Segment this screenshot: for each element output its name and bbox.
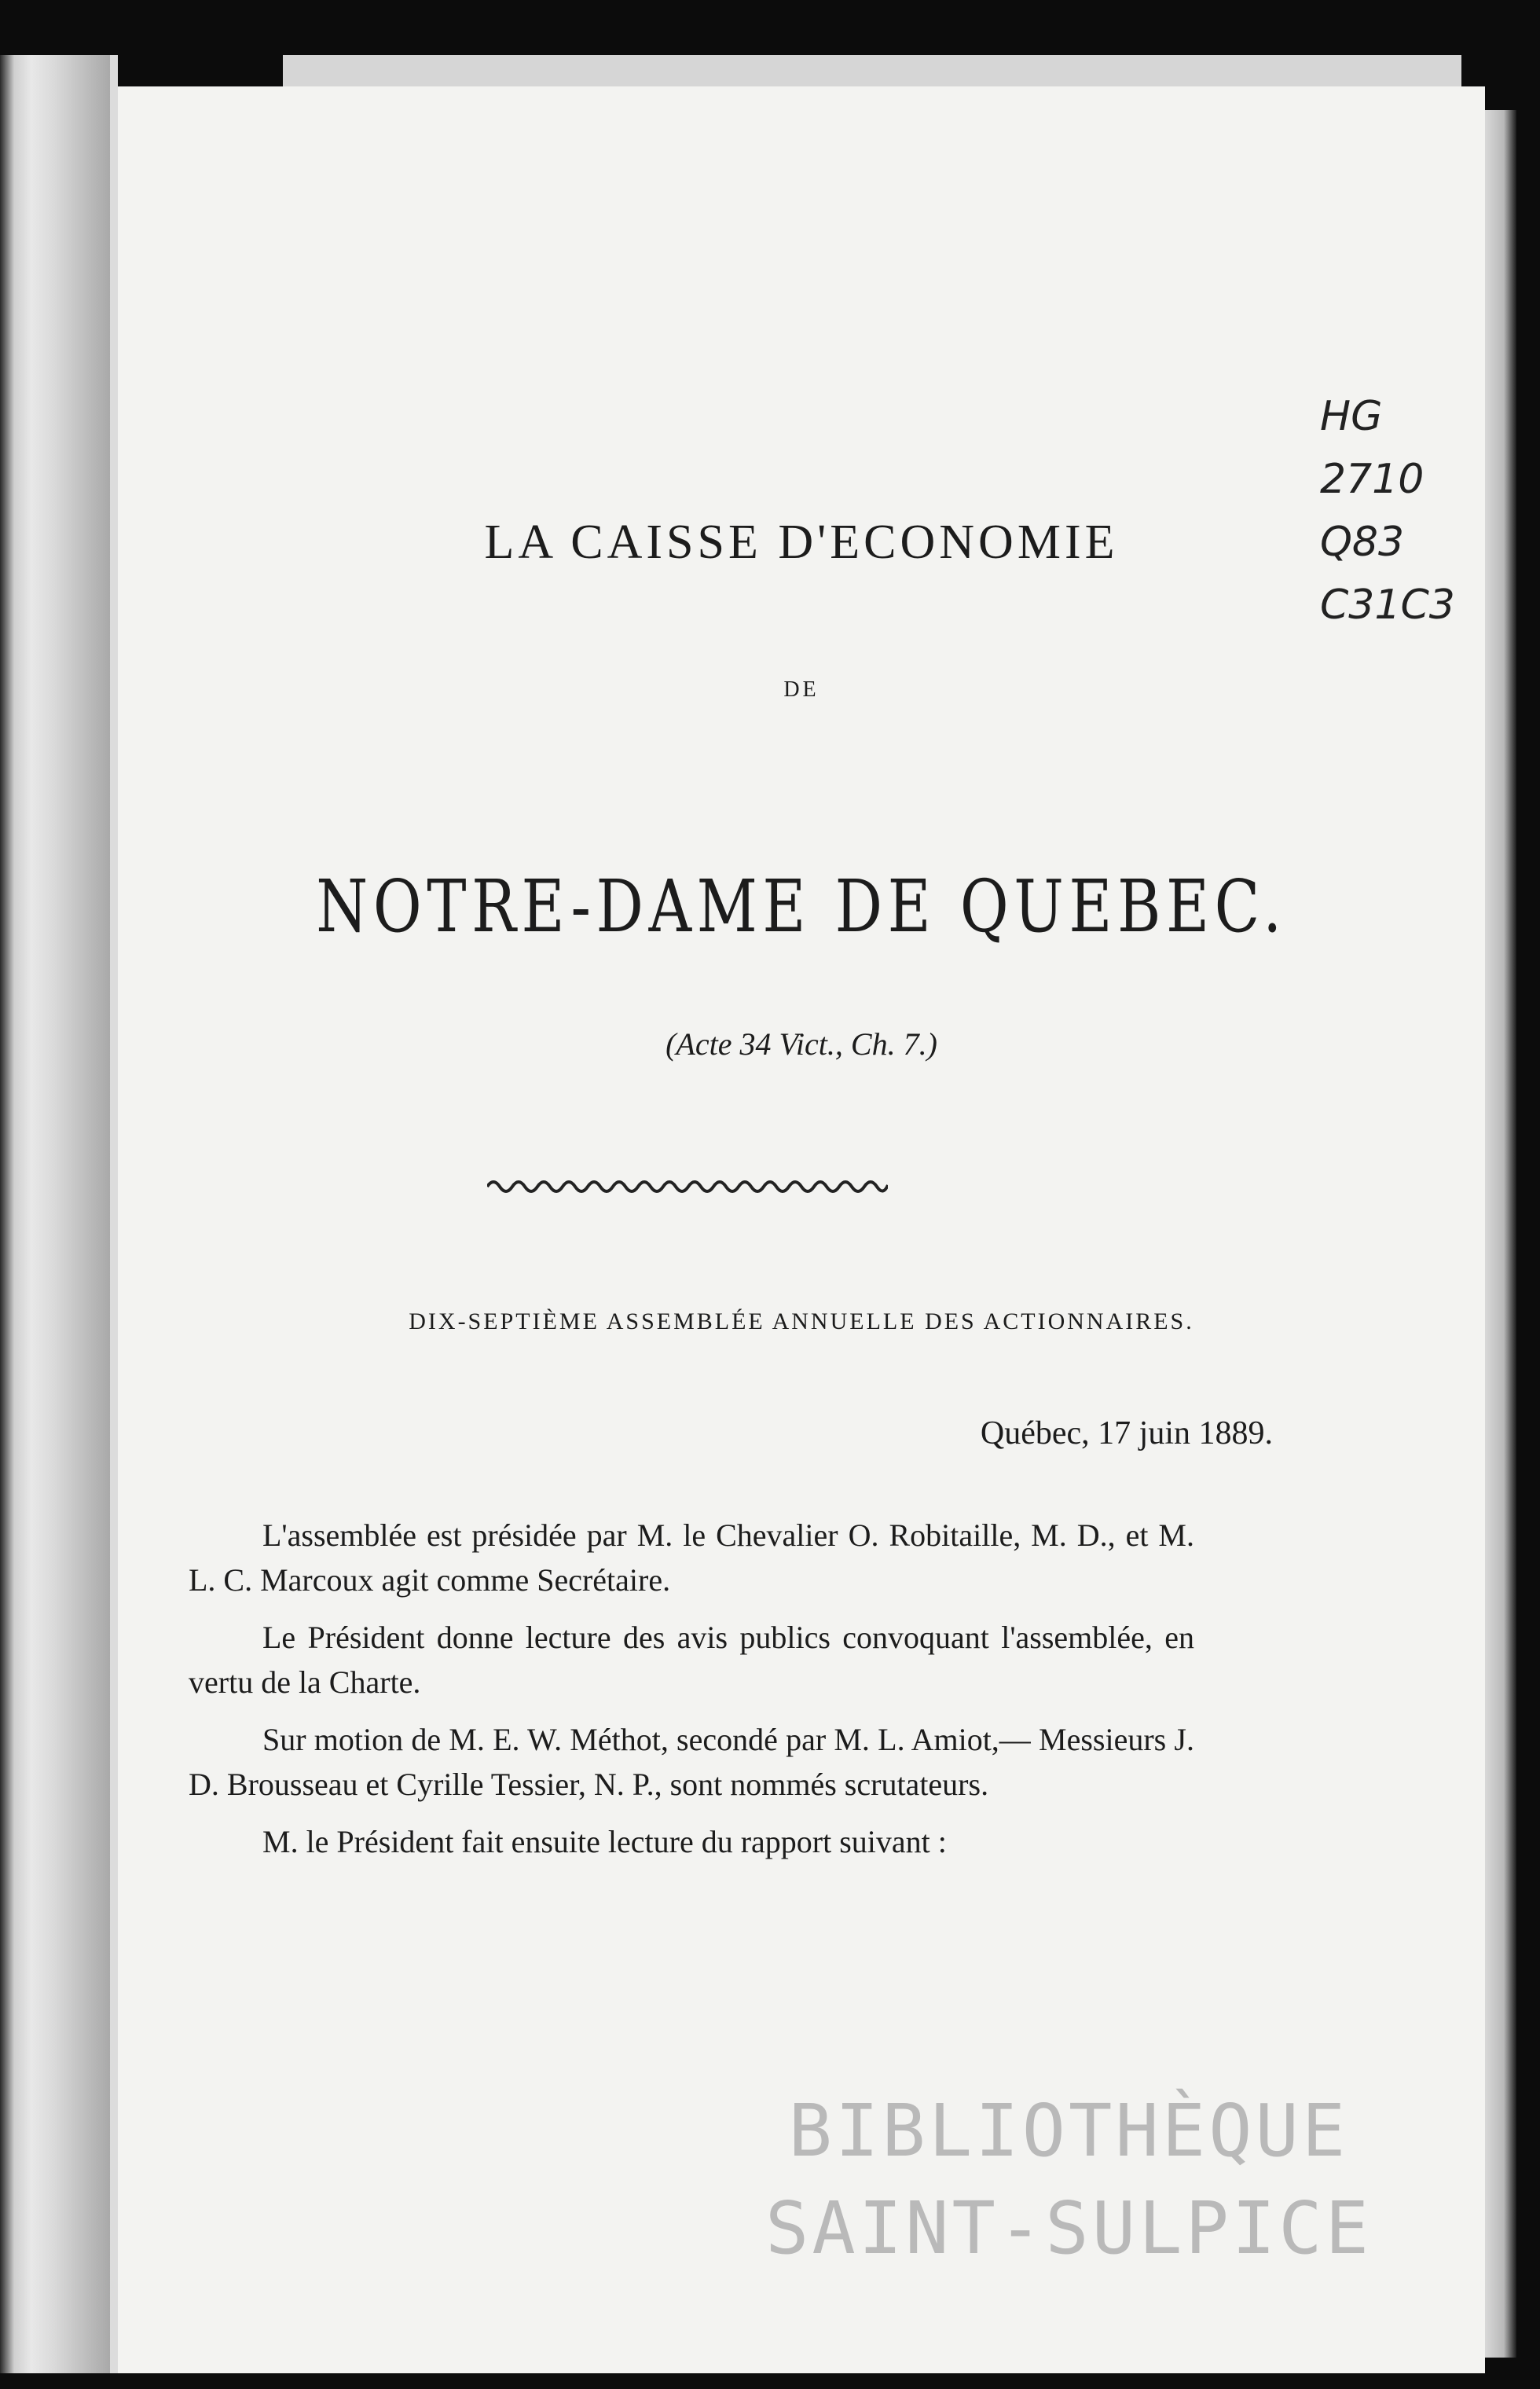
assembly-heading: DIX-SEPTIÈME ASSEMBLÉE ANNUELLE DES ACTIONNAIRES.: [409, 1308, 1194, 1334]
page-top-strip: [283, 55, 1461, 86]
handwritten-call-number: [1320, 385, 1524, 637]
call-number-line-2: 2710: [1320, 456, 1424, 503]
call-number-line-1: HG: [1320, 393, 1383, 440]
title-de: DE: [783, 677, 820, 702]
paragraph-4: M. le Président fait ensuite lecture du rapport suivant :: [262, 1824, 947, 1859]
book-spine: [0, 55, 110, 2373]
paragraph-2: Le Président donne lecture des avis publics convoquant l'assemblée, en vertu de la Charte.: [189, 1620, 1194, 1700]
call-number-line-4: C31C3: [1320, 582, 1455, 629]
paragraph-1: L'assemblée est présidée par M. le Chevalier O. Robitaille, M. D., et M. L. C. Marcoux agit comme Secrétaire.: [189, 1517, 1194, 1598]
call-number-line-3: Q83: [1320, 519, 1405, 566]
document-page: [118, 86, 1485, 2373]
title-line-1: LA CAISSE D'ECONOMIE: [484, 516, 1119, 569]
library-perforation-stamp: [715, 2083, 1422, 2277]
stamp-line-1: BIBLIOTHÈQUE: [788, 2089, 1349, 2173]
paragraph-3: Sur motion de M. E. W. Méthot, secondé par M. L. Amiot,— Messieurs J. D. Brousseau et Cyrille Tessier, N. P., sont nommés scrutateurs.: [189, 1722, 1194, 1802]
spine-edge: [110, 55, 118, 2373]
title-line-2: NOTRE-DAME DE QUEBEC.: [316, 864, 1287, 949]
decorative-wave-rule: [487, 1171, 888, 1194]
stamp-line-2: SAINT-SULPICE: [764, 2186, 1373, 2270]
body-text: [189, 1513, 1194, 1877]
acte-reference: (Acte 34 Vict., Ch. 7.): [666, 1026, 937, 1062]
date-line: Québec, 17 juin 1889.: [980, 1415, 1273, 1451]
